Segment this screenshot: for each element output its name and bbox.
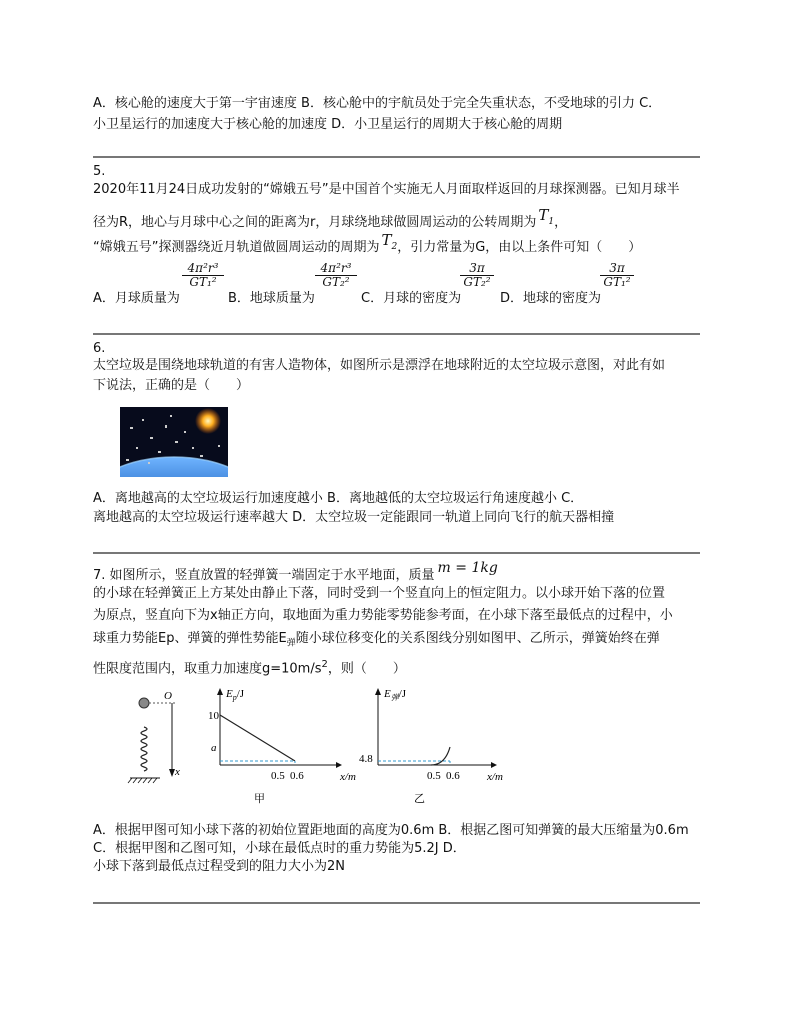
symbol-T1: $T_1$ <box>538 206 555 227</box>
q7-line5-end: ，则（ ） <box>327 661 406 677</box>
chart-jia-xlabel: x/m <box>340 771 356 783</box>
q7-line4-a: 球重力势能Ep、弹簧的弹性势能E <box>93 631 287 646</box>
q5-line1: 2020年11月24日成功发射的“嫦娥五号”是中国首个实施无人月面取样返回的月球探测器。已知月球半 <box>93 182 680 197</box>
chart-yi-curve <box>431 747 450 765</box>
q5-frac-c: $\frac{3\pi}{\text{GT₂²}}$ <box>460 262 494 289</box>
q5-option-d: D．地球的密度为 <box>500 291 602 306</box>
q7-mass: m = 1kg <box>437 560 498 576</box>
q7-line1-text: 7. 如图所示，竖直放置的轻弹簧一端固定于水平地面，质量 <box>93 568 435 583</box>
q4-line2: 小卫星运行的加速度大于核心舱的加速度 D．小卫星运行的周期大于核心舱的周期 <box>93 117 563 132</box>
q7-option-c: C．根据甲图和乙图可知，小球在最低点时的重力势能为5.2J D． <box>93 841 466 856</box>
ball <box>139 698 149 708</box>
q6-line2: 下说法，正确的是（ ） <box>93 378 250 393</box>
q7-line3: 为原点，竖直向下为x轴正方向，取地面为重力势能零势能参考面，在小球下落至最低点的过程中，小 <box>93 608 673 623</box>
q5-line3 <box>93 231 642 262</box>
divider <box>93 156 700 158</box>
chart-jia-y10: 10 <box>208 710 219 722</box>
q5-option-b: B．地球质量为 <box>228 291 315 306</box>
q7-line4-sub: 弹 <box>286 638 296 649</box>
q7-option-d: 小球下落到最低点过程受到的阻力大小为2N <box>93 859 345 874</box>
chart-yi-xlabel: x/m <box>487 771 503 783</box>
symbol-T2: $T_2$ <box>381 231 398 252</box>
space-debris-image <box>120 407 228 477</box>
q5-line2-text: 径为R，地心与月球中心之间的距离为r，月球绕地球做圆周运动的公转周期为 <box>93 215 537 230</box>
q7-line5 <box>93 656 406 678</box>
chart-yi-caption: 乙 <box>414 793 425 805</box>
q7-line4 <box>93 630 660 653</box>
q5-frac-b: $\frac{\text{4π²r³}}{\text{GT₂²}}$ <box>315 262 357 289</box>
q7-option-ab: A．根据甲图可知小球下落的初始位置距地面的高度为0.6m B．根据乙图可知弹簧的最大压缩量为0.6m <box>93 823 689 838</box>
q5-frac-a: $\frac{\text{4π²r³}}{\text{GT₁²}}$ <box>182 262 224 289</box>
chart-jia-x05: 0.5 <box>271 770 285 782</box>
divider <box>93 333 700 335</box>
q7-line2: 的小球在轻弹簧正上方某处由静止下落，同时受到一个竖直向上的恒定阻力。以小球开始下落的位置 <box>93 586 666 601</box>
q6-number: 6. <box>93 341 106 356</box>
q5-line2 <box>93 206 568 237</box>
chart-jia-line <box>220 715 295 761</box>
chart-jia-x06: 0.6 <box>290 770 304 782</box>
x-axis-label: x <box>175 766 180 778</box>
chart-yi-x06: 0.6 <box>446 770 460 782</box>
chart-yi-ylabel: $E_弹/J$ <box>384 688 407 702</box>
q6-line1: 太空垃圾是围绕地球轨道的有害人造物体，如图所示是漂浮在地球附近的太空垃圾示意图，对此有如 <box>93 358 666 373</box>
q7-line5-text: 性限度范围内，取重力加速度g=10m/s <box>93 661 322 677</box>
divider <box>93 552 700 554</box>
chart-jia-ya: a <box>211 742 217 754</box>
chart-jia <box>208 688 356 805</box>
origin-label: O <box>164 690 172 702</box>
chart-yi <box>359 688 503 805</box>
q7-figure <box>120 685 520 810</box>
q5-line3-text: “嫦娥五号”探测器绕近月轨道做圆周运动的周期为 <box>93 240 380 255</box>
q4-line1: A．核心舱的速度大于第一宇宙速度 B．核心舱中的宇航员处于完全失重状态，不受地球的引力 C． <box>93 96 662 111</box>
q7-line4-b: 随小球位移变化的关系图线分别如图甲、乙所示，弹簧始终在弹 <box>295 631 660 646</box>
q6-line3: A．离地越高的太空垃圾运行加速度越小 B．离地越低的太空垃圾运行角速度越小 C． <box>93 491 584 506</box>
q6-line4: 离地越高的太空垃圾运行速率越大 D．太空垃圾一定能跟同一轨道上同向飞行的航天器相撞 <box>93 510 615 525</box>
q5-number: 5. <box>93 164 106 179</box>
divider <box>93 902 700 904</box>
chart-jia-caption: 甲 <box>254 793 265 805</box>
q7-line5-sup: 2 <box>321 659 328 670</box>
q5-option-c: C．月球的密度为 <box>361 291 462 306</box>
space-debris-illustration <box>120 407 228 477</box>
spring-diagram <box>128 690 180 783</box>
q5-frac-d: $\frac{3\pi}{\text{GT₁²}}$ <box>600 262 634 289</box>
q5-option-a: A．月球质量为 <box>93 291 180 306</box>
chart-yi-y48: 4.8 <box>359 753 373 765</box>
q7-line1 <box>93 560 498 585</box>
chart-yi-x05: 0.5 <box>427 770 441 782</box>
spring <box>141 727 147 771</box>
q5-line2-end: ， <box>554 215 568 230</box>
chart-jia-ylabel: $E_p/J$ <box>226 688 245 702</box>
q5-line3-end: ，引力常量为G，由以上条件可知（ ） <box>397 240 642 255</box>
